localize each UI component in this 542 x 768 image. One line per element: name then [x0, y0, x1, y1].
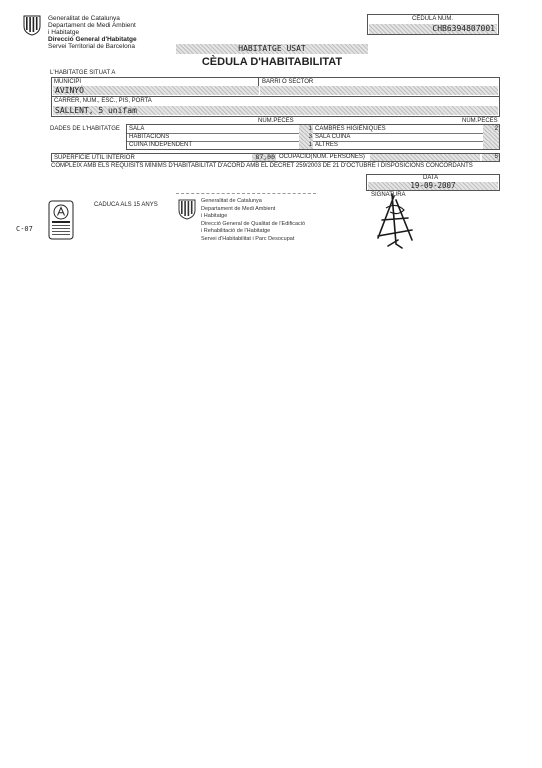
room-count — [483, 133, 499, 141]
issuer-line-3: i Habitatge — [48, 29, 80, 36]
situat-divider — [52, 96, 499, 97]
cedula-number-value: CHB6394807001 — [369, 24, 497, 34]
banner-habitatge-usat: HABITATGE USAT — [176, 44, 368, 54]
issuer-line-4: Direcció General d'Habitatge — [48, 36, 137, 43]
room-count — [483, 141, 499, 149]
stamp-logo-icon — [177, 198, 197, 220]
issuer-line-5: Servei Territorial de Barcelona — [48, 43, 135, 50]
superficie-value: 87,00 — [252, 154, 276, 161]
side-code: C-07 — [16, 225, 33, 233]
document-title: CÈDULA D'HABITABILITAT — [201, 56, 343, 68]
stamp-line-1: Generalitat de Catalunya — [201, 198, 262, 204]
num-peces-header-right: NÚM.PECES — [462, 118, 498, 124]
signature-mark — [372, 190, 418, 250]
generalitat-logo-icon — [22, 14, 42, 36]
room-count: 1 — [299, 125, 313, 133]
data-label: DATA — [423, 175, 439, 181]
a-plus-seal-icon — [48, 200, 74, 240]
ocupacio-fill — [370, 154, 480, 161]
stamp-line-3: i Habitatge — [201, 213, 228, 220]
issuer-block — [48, 15, 137, 50]
situat-table — [51, 77, 500, 117]
dades-row-cuina-independent — [127, 141, 313, 149]
carrer-label: CARRER, NÚM., ESC., PIS, PORTA — [54, 98, 152, 104]
municipi-value: AVINYÓ — [53, 86, 259, 95]
municipi-label: MUNICIPI — [54, 79, 81, 85]
compleix-statement: COMPLEIX AMB ELS REQUISITS MÍNIMS D'HABITABILITAT D'ACORD AMB EL DECRET 259/2003 DE 21 D'OCTUBRE I DISPOSICIONS CONCORDANTS — [51, 163, 473, 169]
room-label: CUINA INDEPENDENT — [129, 142, 193, 148]
superficie-label: SUPERFÍCIE ÚTIL INTERIOR — [54, 155, 135, 161]
data-box — [366, 174, 500, 191]
room-count: 3 — [299, 133, 313, 141]
barri-value — [260, 86, 498, 95]
room-count: 2 — [483, 125, 499, 133]
stamp-top-rule — [176, 193, 316, 194]
carrer-value: SALLENT, 5 unifam — [53, 106, 498, 115]
signatura-label: SIGNATURA — [371, 192, 406, 198]
stamp-line-6: Servei d'Habitabilitat i Parc Desocupat — [201, 235, 295, 242]
stamp-line-2: Departament de Medi Ambient — [201, 205, 276, 212]
ocupacio-value: 5 — [482, 154, 499, 161]
superficie-row — [51, 153, 500, 162]
situat-label: L'HABITATGE SITUAT A — [50, 70, 116, 76]
room-label: SALA CUINA — [315, 134, 351, 140]
room-label: ALTRES — [315, 142, 338, 148]
dades-row-altres — [313, 141, 499, 149]
num-peces-header-left: NÚM.PECES — [258, 118, 294, 124]
cedula-number-box — [367, 14, 499, 35]
room-count: 1 — [299, 141, 313, 149]
issuer-line-2: Departament de Medi Ambient — [48, 22, 136, 29]
stamp-text — [201, 198, 305, 244]
barri-label: BARRI O SECTOR — [262, 79, 314, 85]
room-label: SALA — [129, 126, 145, 132]
data-value: 19-09-2007 — [368, 182, 498, 190]
cedula-number-label: CÈDULA NÚM. — [412, 16, 454, 22]
dades-label: DADES DE L'HABITATGE — [50, 126, 120, 132]
ocupacio-label: OCUPACIÓ(NÚM. PERSONES) — [279, 154, 365, 160]
dades-table — [126, 124, 500, 150]
stamp-line-5: i Rehabilitació de l'Habitatge — [201, 228, 271, 235]
room-label: HABITACIONS — [129, 134, 170, 140]
issuer-line-1: Generalitat de Catalunya — [48, 15, 120, 22]
caduca-text: CADUCA ALS 15 ANYS — [94, 202, 158, 208]
room-label: CAMBRES HIGIÈNIQUES — [315, 126, 386, 132]
stamp-line-4: Direcció General de Qualitat de l'Edificació — [201, 220, 306, 227]
